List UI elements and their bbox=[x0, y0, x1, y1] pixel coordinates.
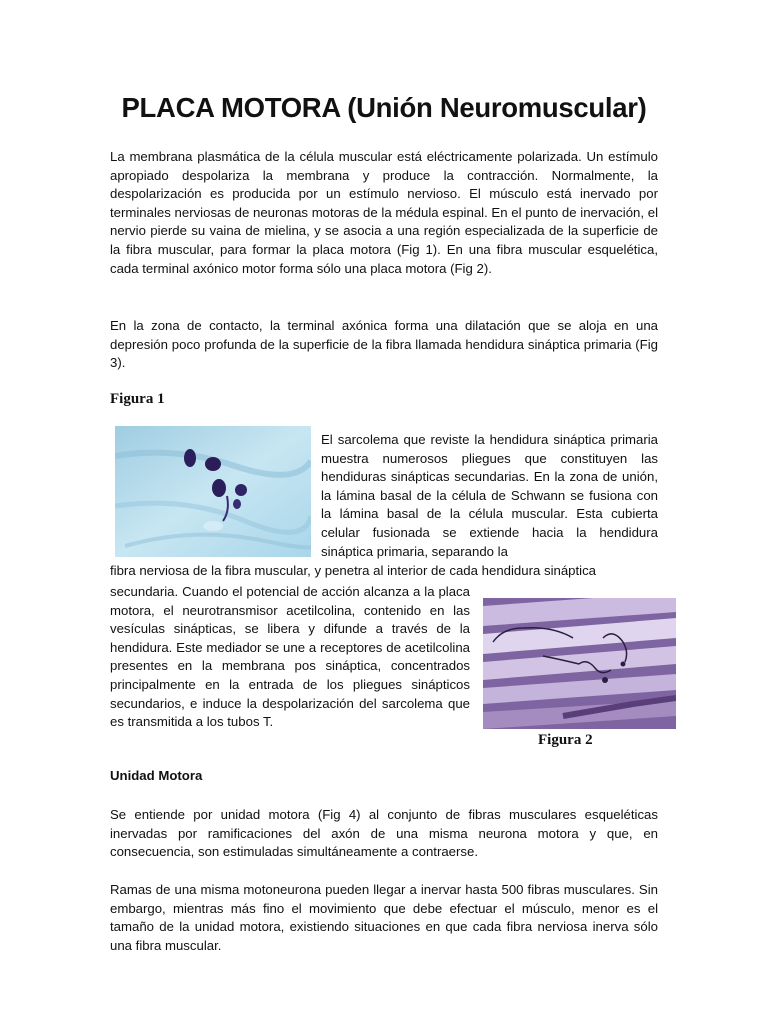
figure-2-micrograph bbox=[483, 598, 676, 729]
figure-1-caption: Figura 1 bbox=[110, 391, 165, 407]
paragraph-sarcolemma: El sarcolema que reviste la hendidura sináptica primaria muestra numerosos pliegues que constituyen las hendiduras sinápticas secundarias. En la zona de unión, la lámina basal de la célula de Schwann se fusiona con la lámina basal de la célula muscular. Esta cubierta celular fusionada se extiende hacia la hendidura sináptica primaria, separando la bbox=[321, 432, 658, 559]
paragraph-acetylcholine: secundaria. Cuando el potencial de acción alcanza a la placa motora, el neurotransmisor acetilcolina, contenido en las vesículas sinápticas, se libera y difunde a través de la hendidura. Este mediador se une a receptores de acetilcolina presentes en la membrana pos sináptica, concentrados principalmente en la entrada de los pliegues sinápticos secundarios, e induce la despolarización del sarcolema que es transmitida a los tubos T. bbox=[110, 584, 470, 730]
figure-1-micrograph bbox=[115, 426, 311, 557]
paragraph-unidad-motora: Se entiende por unidad motora (Fig 4) al conjunto de fibras musculares esqueléticas inervadas por ramificaciones del axón de una misma neurona motora y que, en consecuencia, son estimuladas simultáneamente a contraerse. bbox=[110, 807, 658, 860]
paragraph-sarcolemma-continued: fibra nerviosa de la fibra muscular, y penetra al interior de cada hendidura sináptica bbox=[110, 563, 597, 578]
section-heading-unidad-motora: Unidad Motora bbox=[110, 768, 203, 783]
page-title: PLACA MOTORA (Unión Neuromuscular) bbox=[121, 92, 647, 123]
figure-2-caption: Figura 2 bbox=[538, 732, 593, 748]
paragraph-motoneurona: Ramas de una misma motoneurona pueden llegar a inervar hasta 500 fibras musculares. Sin embargo, mientras más fino el movimiento que debe efectuar el músculo, menor es el tamaño de la unidad motora, existiendo situaciones en que cada fibra nerviosa inerva sólo una fibra muscular. bbox=[110, 882, 658, 953]
paragraph-intro: La membrana plasmática de la célula muscular está eléctricamente polarizada. Un estímulo apropiado despolariza la membrana y produce la contracción. Normalmente, la despolarización es producida por un estímulo nervioso. El músculo está inervado por terminales nerviosas de neuronas motoras de la médula espinal. En el punto de inervación, el nervio pierde su vaina de mielina, y se asocia a una región especializada de la superficie de la fibra muscular, para formar la placa motora (Fig 1). En una fibra muscular esquelética, cada terminal axónico motor forma sólo una placa motora (Fig 2). bbox=[110, 149, 658, 276]
paragraph-contact-zone: En la zona de contacto, la terminal axónica forma una dilatación que se aloja en una depresión poco profunda de la superficie de la fibra llamada hendidura sináptica primaria (Fig 3). bbox=[110, 318, 658, 371]
